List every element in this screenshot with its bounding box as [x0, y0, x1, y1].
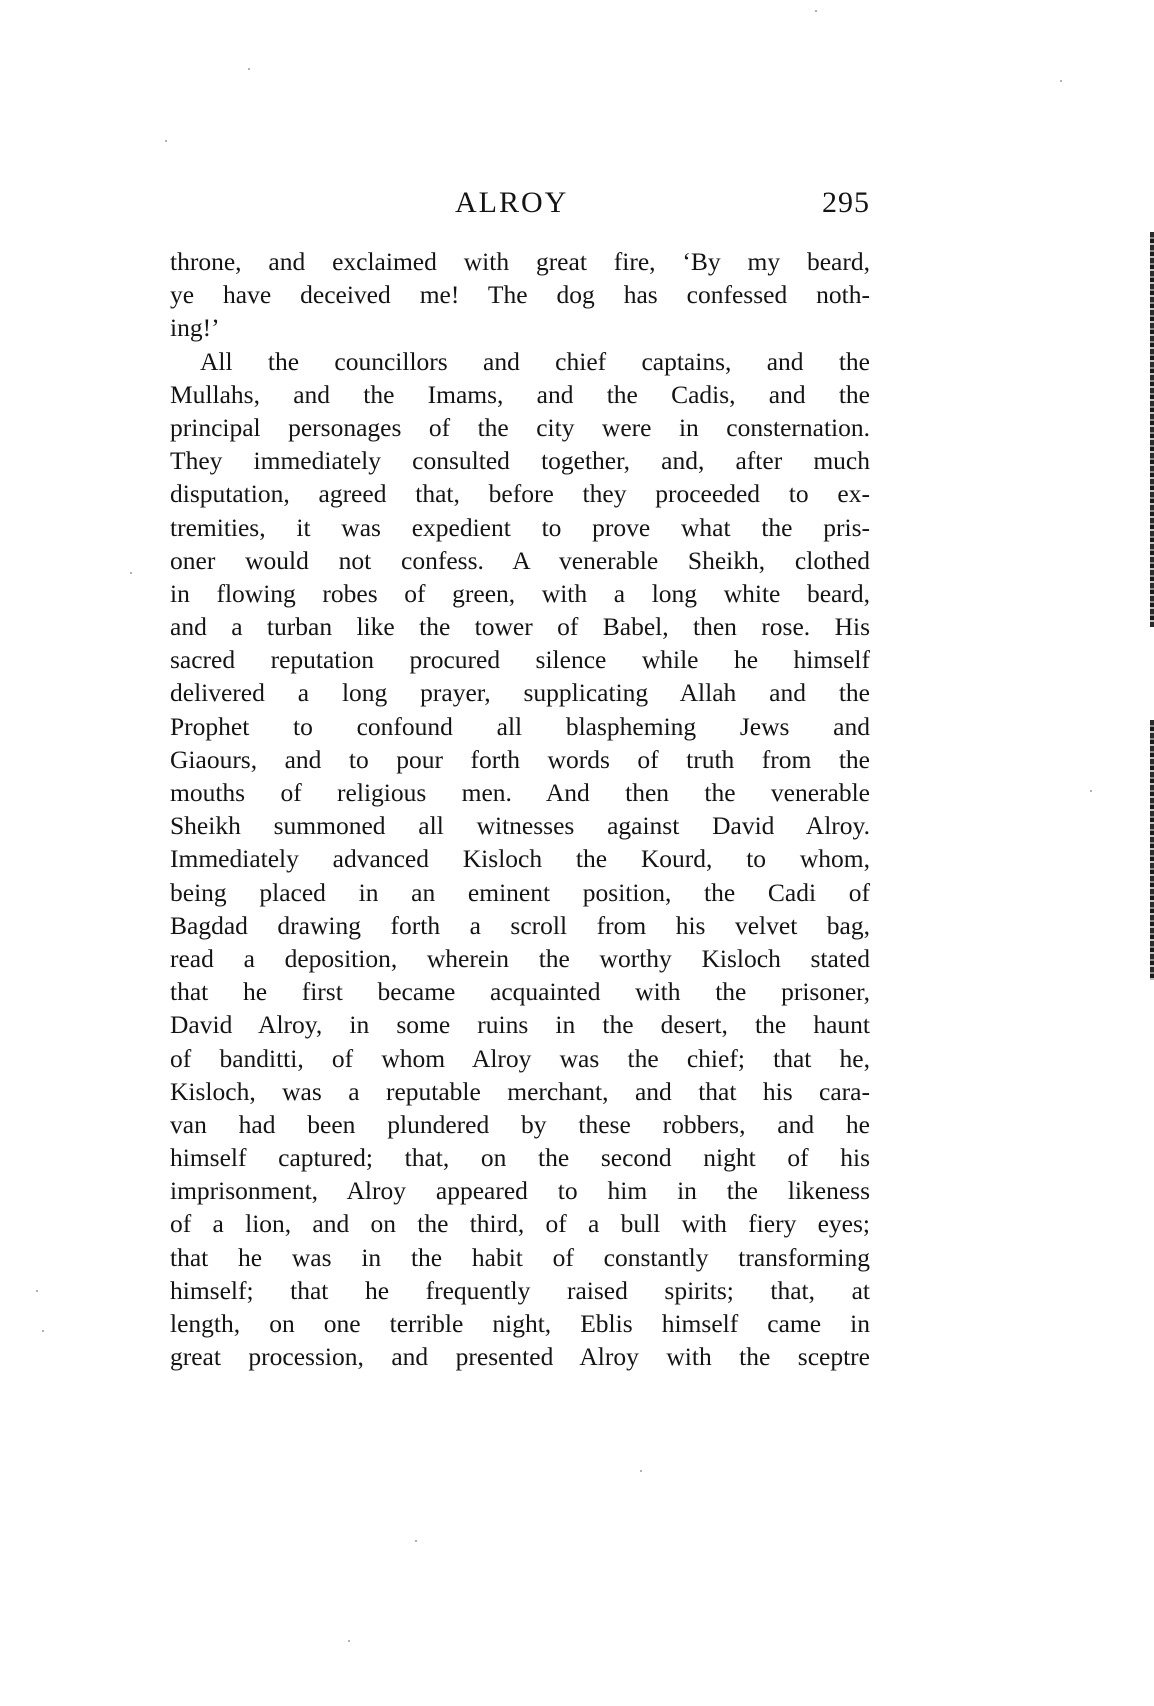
dust-speck: [130, 572, 132, 574]
text-line: ing!’: [170, 313, 220, 343]
text-line: of banditti, of whom Alroy was the chief; that he,: [170, 1043, 870, 1073]
text-line: They immediately consulted together, and, after much: [170, 446, 870, 476]
body-text: [170, 245, 870, 1373]
text-line: oner would not confess. A venerable Sheikh, clothed: [170, 545, 870, 575]
text-line: ye have deceived me! The dog has confessed noth-: [170, 280, 870, 310]
text-line: throne, and exclaimed with great fire, ‘By my beard,: [170, 247, 870, 276]
text-line: Sheikh summoned all witnesses against David Alroy.: [170, 811, 870, 841]
text-line: Giaours, and to pour forth words of truth from the: [170, 744, 870, 774]
text-line: Bagdad drawing forth a scroll from his velvet bag,: [170, 910, 870, 940]
text-line: Kisloch, was a reputable merchant, and that his cara-: [170, 1076, 870, 1106]
dust-speck: [42, 1330, 44, 1332]
text-line: principal personages of the city were in consternation.: [170, 412, 870, 442]
scan-edge-artifact: [1150, 720, 1154, 980]
dust-speck: [165, 140, 167, 142]
dust-speck: [815, 10, 817, 12]
dust-speck: [640, 1470, 642, 1472]
scan-edge-artifact: [1150, 232, 1154, 627]
text-line: Mullahs, and the Imams, and the Cadis, and the: [170, 379, 870, 409]
text-line: sacred reputation procured silence while he himself: [170, 645, 870, 675]
text-line: All the councillors and chief captains, and the: [200, 346, 870, 376]
text-line: disputation, agreed that, before they proceeded to ex-: [170, 479, 870, 509]
text-line: himself; that he frequently raised spirits; that, at: [170, 1275, 870, 1305]
text-line: Prophet to confound all blaspheming Jews and: [170, 711, 870, 741]
text-line: David Alroy, in some ruins in the desert, the haunt: [170, 1010, 870, 1040]
text-line: and a turban like the tower of Babel, then rose. His: [170, 612, 870, 642]
text-line: delivered a long prayer, supplicating Allah and the: [170, 678, 870, 708]
text-line: Immediately advanced Kisloch the Kourd, to whom,: [170, 844, 870, 874]
dust-speck: [415, 1540, 417, 1542]
text-line: length, on one terrible night, Eblis himself came in: [170, 1309, 870, 1338]
text-line: himself captured; that, on the second night of his: [170, 1143, 870, 1173]
text-line: that he first became acquainted with the prisoner,: [170, 977, 870, 1007]
text-line: imprisonment, Alroy appeared to him in the likeness: [170, 1176, 870, 1206]
text-line: of a lion, and on the third, of a bull with fiery eyes;: [170, 1209, 870, 1239]
text-line: read a deposition, wherein the worthy Kisloch stated: [170, 943, 870, 973]
text-line: great procession, and presented Alroy with the sceptre: [170, 1342, 870, 1372]
page-number: 295: [822, 186, 870, 219]
running-head: [170, 186, 870, 226]
text-line: being placed in an eminent position, the Cadi of: [170, 877, 870, 907]
dust-speck: [248, 68, 250, 70]
dust-speck: [1090, 790, 1092, 792]
dust-speck: [348, 1640, 350, 1642]
dust-speck: [36, 1290, 38, 1292]
text-line: tremities, it was expedient to prove what the pris-: [170, 512, 870, 542]
text-line: mouths of religious men. And then the venerable: [170, 778, 870, 807]
dust-speck: [1060, 80, 1062, 82]
text-line: in flowing robes of green, with a long white beard,: [170, 578, 870, 608]
text-line: van had been plundered by these robbers, and he: [170, 1109, 870, 1139]
running-title: ALROY: [455, 186, 569, 219]
text-line: that he was in the habit of constantly transforming: [170, 1242, 870, 1272]
